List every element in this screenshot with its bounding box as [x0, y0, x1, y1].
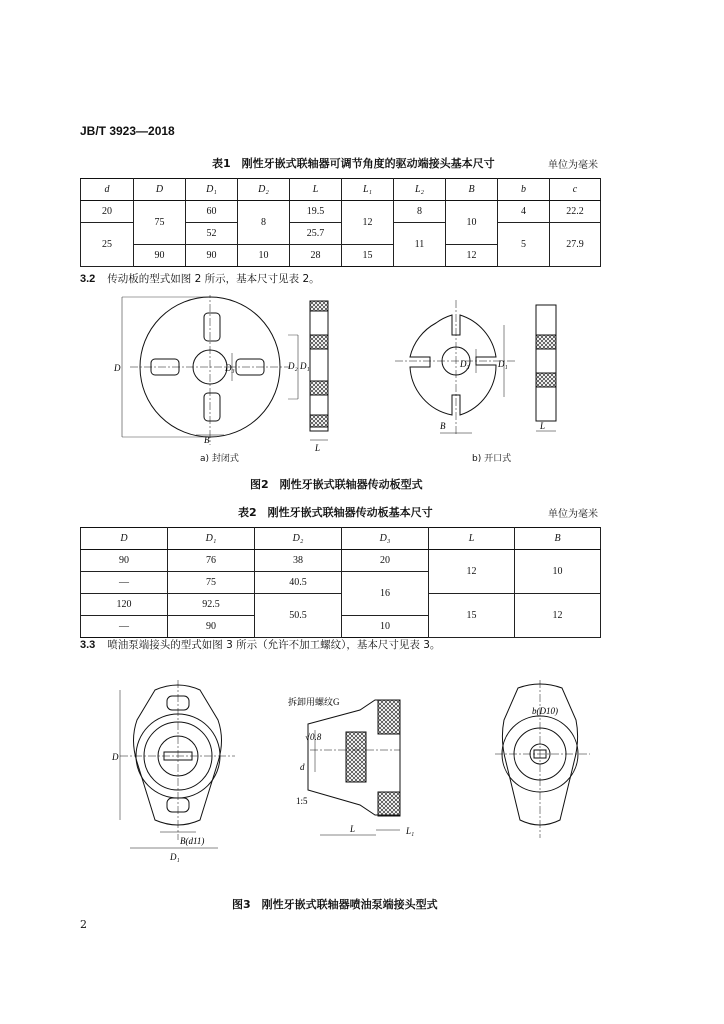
cell: 38 [255, 550, 342, 572]
th-L: L [429, 528, 515, 550]
dim-L1-label-f3: L₁ [406, 826, 415, 836]
dim-Bd11-label: B(d11) [180, 836, 205, 846]
cell: 90 [168, 616, 255, 638]
table2 [80, 527, 601, 638]
dim-D2-label: D₂ [288, 361, 298, 371]
cell: 8 [238, 201, 290, 245]
th-D1: D₁ [168, 528, 255, 550]
table1-title: 表1 刚性牙嵌式联轴器可调节角度的驱动端接头基本尺寸 [212, 157, 495, 170]
th-D: D [134, 179, 186, 201]
roughness-label: √0.8 [305, 732, 322, 742]
cell: 60 [186, 201, 238, 223]
figure2-sub-b: b) 开口式 [472, 454, 512, 464]
table2-unit: 单位为毫米 [548, 509, 598, 520]
cell: 20 [81, 201, 134, 223]
cell: 15 [342, 245, 394, 267]
cell: 90 [134, 245, 186, 267]
dim-D1-label-f3: D₁ [170, 852, 180, 862]
cell: 12 [515, 594, 601, 638]
th-B: B [446, 179, 498, 201]
section-text: 喷油泵端接头的型式如图 3 所示（允许不加工螺纹），基本尺寸见表 3。 [107, 639, 441, 651]
page-number: 2 [80, 918, 87, 931]
table-row [81, 550, 601, 572]
table1 [80, 178, 601, 267]
section-3-3 [80, 637, 440, 652]
pump-end-side-view [495, 680, 590, 838]
figure2-svg [100, 295, 600, 465]
cell: 28 [290, 245, 342, 267]
cell: — [81, 572, 168, 594]
table2-header-row [81, 528, 601, 550]
taper-label: 1:5 [296, 796, 308, 806]
cell: 8 [394, 201, 446, 223]
dim-d-label: d [300, 762, 305, 772]
cell: 22.2 [550, 201, 601, 223]
figure3-svg [100, 680, 600, 865]
th-D: D [81, 528, 168, 550]
cell: 52 [186, 223, 238, 245]
dim-B-label-b: B [440, 421, 446, 431]
cell: 90 [81, 550, 168, 572]
pump-end-section-view [308, 700, 400, 835]
cell: 10 [515, 550, 601, 594]
cell: 25 [81, 223, 134, 267]
th-B: B [515, 528, 601, 550]
dim-D-label: D [114, 363, 121, 373]
cell: 75 [168, 572, 255, 594]
open-plate [395, 300, 556, 435]
cell: 10 [342, 616, 429, 638]
cell: 4 [498, 201, 550, 223]
th-b: b [498, 179, 550, 201]
cell: 75 [134, 201, 186, 245]
section-text: 传动板的型式如图 2 所示，基本尺寸见表 2。 [107, 273, 320, 285]
dim-D3-label: D₃ [225, 363, 235, 373]
th-D3: D₃ [342, 528, 429, 550]
dim-D3-label-b: D₃ [460, 359, 470, 369]
figure3-caption: 图3 刚性牙嵌式联轴器喷油泵端接头型式 [232, 898, 438, 911]
cell: 11 [394, 223, 446, 267]
table2-title: 表2 刚性牙嵌式联轴器传动板基本尺寸 [238, 506, 433, 519]
cell: 90 [186, 245, 238, 267]
th-D2: D₂ [238, 179, 290, 201]
figure2-caption: 图2 刚性牙嵌式联轴器传动板型式 [250, 478, 423, 491]
th-c: c [550, 179, 601, 201]
table-row [81, 201, 601, 223]
th-L1: L₁ [342, 179, 394, 201]
thread-label: 拆卸用螺纹G [288, 697, 340, 707]
table1-header-row [81, 179, 601, 201]
cell: 5 [498, 223, 550, 267]
figure2-sub-a: a) 封闭式 [200, 454, 239, 464]
cell: 12 [429, 550, 515, 594]
section-number: 3.2 [80, 273, 96, 285]
section-3-2 [80, 271, 320, 286]
cell: 25.7 [290, 223, 342, 245]
cell: 92.5 [168, 594, 255, 616]
th-D1: D₁ [186, 179, 238, 201]
cell: 40.5 [255, 572, 342, 594]
dim-B-label: B [204, 435, 210, 445]
dim-bD10-label: b(D10) [532, 706, 558, 716]
cell: 10 [238, 245, 290, 267]
cell: — [81, 616, 168, 638]
cell: 16 [342, 572, 429, 616]
th-D2: D₂ [255, 528, 342, 550]
cell: 20 [342, 550, 429, 572]
cell: 50.5 [255, 594, 342, 638]
cell: 19.5 [290, 201, 342, 223]
th-L2: L₂ [394, 179, 446, 201]
dim-L-label-f3: L [350, 824, 356, 834]
dim-L-label-b: L [540, 421, 546, 431]
table1-unit: 单位为毫米 [548, 160, 598, 171]
cell: 12 [446, 245, 498, 267]
figure3-drawing [100, 680, 600, 865]
dim-D-label-f3: D [112, 752, 119, 762]
cell: 27.9 [550, 223, 601, 267]
th-L: L [290, 179, 342, 201]
cell: 76 [168, 550, 255, 572]
standard-number: JB/T 3923—2018 [80, 124, 175, 138]
section-number: 3.3 [80, 639, 96, 651]
dim-D1-label: D₁ [300, 361, 310, 371]
cell: 120 [81, 594, 168, 616]
pump-end-front-view [120, 680, 235, 848]
table-row [81, 594, 601, 616]
th-d: d [81, 179, 134, 201]
cell: 12 [342, 201, 394, 245]
cell: 10 [446, 201, 498, 245]
figure2-drawing [100, 295, 600, 465]
cell: 15 [429, 594, 515, 638]
dim-D1-label-b: D₁ [498, 359, 508, 369]
dim-L-label: L [315, 443, 321, 453]
